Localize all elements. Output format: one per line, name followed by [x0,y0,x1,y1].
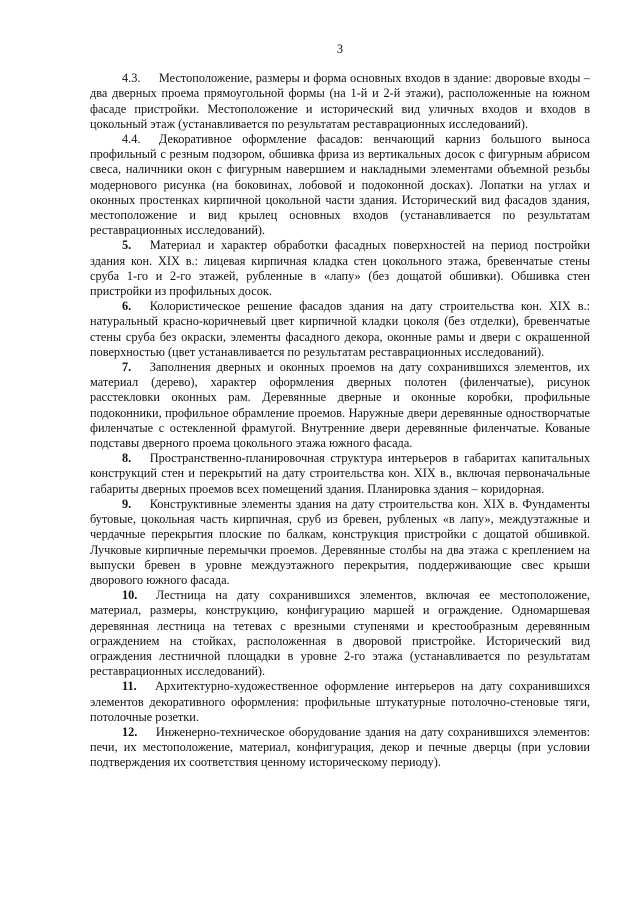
paragraph-item [90,299,590,360]
paragraph-text: Заполнения дверных и оконных проемов на дату сохранившихся элементов, их материал (дерево), характер оформления дверных полотен (филенчатые), рисунок расстекловки оконных рам. Деревянные дверные и оконные коробки, профильные подоконники, профильное обрамление проемов. Наружные двери деревянные одностворчатые филенчатые с остекленной фрамугой. Внутренние двери деревянные филенчатые. Кованые подставы дверного проема цокольного этажа южного фасада. [90,360,590,451]
paragraph-item [90,451,590,497]
paragraph-text: Местоположение, размеры и форма основных входов в здание: дворовые входы – два дверных проема прямоугольной формы (на 1-й и 2-й этажи), расположенные на южном фасаде пристройки. Местоположение и исторический вид уличных входов и входов в цокольный этаж (устанавливается по результатам реставрационных исследований). [90,71,590,131]
paragraph-text: Лестница на дату сохранившихся элементов, включая ее местоположение, материал, размеры, конструкцию, конфигурацию маршей и ограждение. Одномаршевая деревянная лестница на тетевах с врезными ступенями и крестообразным деревянным ограждением на стойках, расположенная в дворовой пристройке. Исторический вид ограждения лестничной площадки в уровне 2-го этажа (устанавливается по результатам реставрационных исследований). [90,588,590,679]
paragraph-text: Пространственно-планировочная структура интерьеров в габаритах капитальных конструкций стен и перекрытий на дату строительства кон. XIX в., включая первоначальные габариты дверных проемов всех помещений здания. Планировка здания – коридорная. [90,451,590,496]
paragraph-text: Колористическое решение фасадов здания на дату строительства кон. XIX в.: натуральный красно-коричневый цвет кирпичной кладки цоколя (без отделки), бревенчатые стены сруба без окраски, элементы фасадного декора, оконные рамы и двери с окрашенной поверхностью (цвет устанавливается по результатам реставрационных исследований). [90,299,590,359]
paragraph-item [90,679,590,725]
paragraph-text: Конструктивные элементы здания на дату строительства кон. XIX в. Фундаменты бутовые, цокольная часть кирпичная, сруб из бревен, рубленых «в лапу», междуэтажные и чердачные перекрытия плоские по балкам, конструкция пристройки с дощатой обшивкой. Лучковые кирпичные перемычки проемов. Деревянные столбы на два этажа с креплением на выпуски бревен в уровне междуэтажного перекрытия, поддерживающие свес крыши дворового южного фасада. [90,496,590,587]
paragraph-text: Архитектурно-художественное оформление интерьеров на дату сохранившихся элементов декоративного оформления: профильные штукатурные потолочно-стеновые тяги, потолочные розетки. [90,679,590,724]
page-number: 3 [336,42,344,56]
paragraph-number: 11. [122,679,137,694]
paragraph-number: 6. [122,299,132,314]
paragraph-list [90,71,590,770]
paragraph-item [90,132,590,238]
paragraph-number: 7. [122,360,132,375]
paragraph-item [90,238,590,299]
paragraph-text: Материал и характер обработки фасадных поверхностей на период постройки здания кон. XIX в.: лицевая кирпичная кладка стен цокольного этажа, бревенчатые стены сруба 1-го и 2-го этажей, рубленные в «лапу» (без дощатой обшивки). Обшивка стен пристройки из профильных досок. [90,238,590,299]
paragraph-item [90,360,590,451]
paragraph-number: 9. [122,496,132,511]
paragraph-text: Инженерно-техническое оборудование здания на дату сохранившихся элементов: печи, их местоположение, материал, конфигурация, декор и печные дверцы (при условии подтверждения их соответствия ценному историческому периоду). [90,724,590,770]
paragraph-item [90,71,590,132]
paragraph-number: 4.4. [122,132,141,147]
paragraph-item [90,588,590,679]
paragraph-text: Декоративное оформление фасадов: венчающий карниз большого выноса профильный с резным подзором, обшивка фриза из вертикальных досок с фигурным абрисом свеса, наличники окон с фигурным навершием и накладными элементами объемной резьбы модернового рисунка (на боковинах, лобовой и подоконной досках). Лопатки на углах и оконных простенках кирпичной цокольной части здания. Исторический вид фасадов здания, местоположение и вид крылец основных входов (устанавливается по результатам реставрационных исследований). [90,132,590,238]
paragraph-number: 5. [122,238,132,253]
paragraph-item [90,497,590,588]
paragraph-number: 4.3. [122,71,141,86]
paragraph-number: 10. [122,588,138,603]
paragraph-item [90,725,590,771]
paragraph-number: 8. [122,451,132,466]
paragraph-number: 12. [122,724,138,739]
